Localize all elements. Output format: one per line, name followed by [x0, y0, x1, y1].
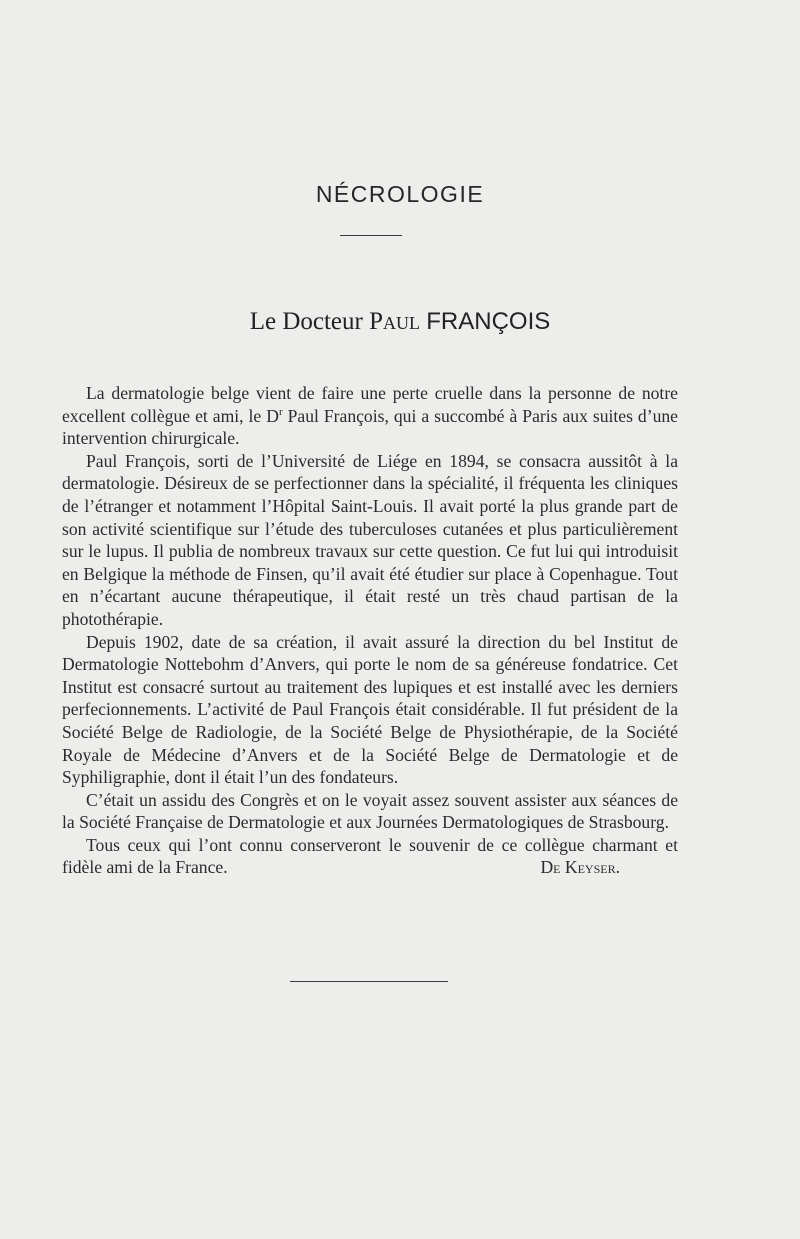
title-first-name: Paul: [369, 308, 421, 335]
paragraph-3: Depuis 1902, date de sa création, il avait assuré la direction du bel Institut de Dermatologie Nottebohm d’Anvers, qui porte le nom de sa généreuse fondatrice. Cet Institut est consacré surtout au traitement des lupiques et est installé avec les derniers perfecionnements. L’activité de Paul François était considérable. Il fut président de la Société Belge de Radiologie, de la Société Belge de Physiothérapie, de la Société Royale de Médecine d’Anvers et de la Société Belge de Dermatologie et de Syphiligraphie, dont il était l’un des fondateurs.: [62, 631, 678, 788]
author-signature: De Keyser.: [540, 857, 620, 878]
closing-divider: [290, 981, 448, 982]
paragraph-5-text: Tous ceux qui l’ont connu conserveront le souvenir de ce collègue charmant et fidèle ami de la France.: [62, 834, 678, 878]
section-heading: NÉCROLOGIE: [315, 181, 485, 207]
doctor-abbrev-superscript: r: [278, 405, 283, 418]
heading-divider: [340, 235, 402, 236]
title-last-name: FRANÇOIS: [426, 308, 551, 335]
paragraph-5: [62, 834, 678, 879]
paragraph-2: Paul François, sorti de l’Université de Liége en 1894, se consacra aussitôt à la dermatologie. Désireux de se perfectionner dans la spécialité, il fréquenta les cliniques de l’étranger et notamment l’Hôpital Saint-Louis. Il avait porté la plus grande part de son activité scientifique sur l’étude des tuberculoses cutanées et plus particulièrement sur le lupus. Il publia de nombreux travaux sur cette question. Ce fut lui qui introduisit en Belgique la méthode de Finsen, qu’il avait été étudier sur place à Copenhague. Tout en n’écartant aucune thérapeutique, il était resté un très chaud partisan de la photothérapie.: [62, 450, 678, 629]
paragraph-1: [62, 382, 678, 450]
title-prefix: Le Docteur: [249, 308, 363, 335]
article-title: [0, 308, 800, 336]
paragraph-4: C’était un assidu des Congrès et on le voyait assez souvent assister aux séances de la Société Française de Dermatologie et aux Journées Dermatologiques de Strasbourg.: [62, 789, 678, 833]
article-body: [62, 382, 678, 879]
paragraph-1-text-a: La dermatologie belge vient de faire une perte cruelle dans la personne de notre excellent collègue et ami, le D: [62, 383, 678, 426]
paragraph-1-text-b: Paul François, qui a succombé à Paris aux suites d’une intervention chirurgicale.: [62, 405, 678, 449]
